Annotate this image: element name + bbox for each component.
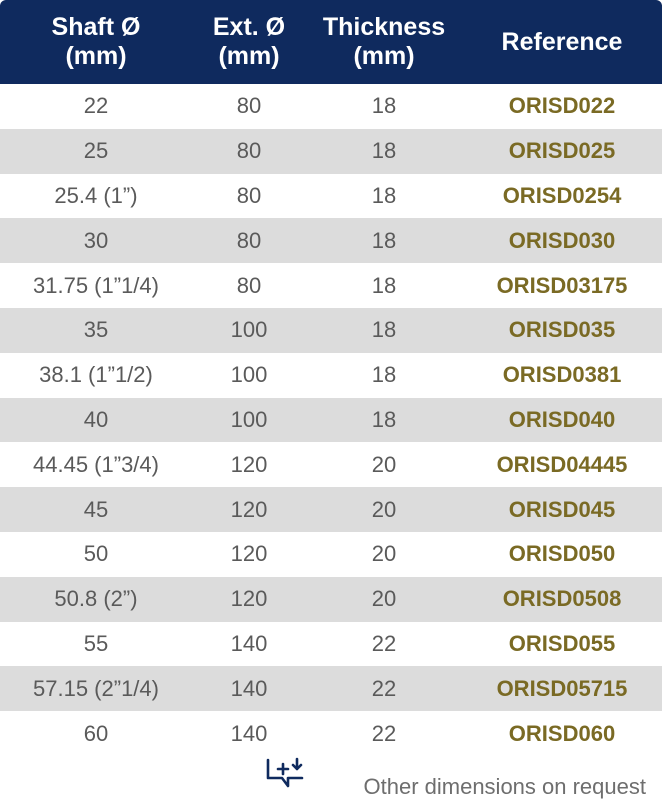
cell-reference: ORISD025 bbox=[508, 138, 616, 164]
cell-shaft: 38.1 (1”1/2) bbox=[39, 362, 153, 388]
cell-thickness: 18 bbox=[371, 138, 397, 164]
cell-shaft: 55 bbox=[83, 630, 109, 656]
cell-reference: ORISD045 bbox=[508, 496, 616, 522]
header-shaft bbox=[0, 0, 192, 84]
cell-reference: ORISD055 bbox=[508, 630, 616, 656]
cell-ext: 80 bbox=[236, 227, 262, 253]
header-ext bbox=[192, 0, 306, 84]
cell-thickness: 18 bbox=[371, 227, 397, 253]
table-row bbox=[0, 666, 662, 711]
cell-thickness: 22 bbox=[371, 630, 397, 656]
cell-reference: ORISD030 bbox=[508, 227, 616, 253]
cell-ext: 80 bbox=[236, 272, 262, 298]
table-row bbox=[0, 218, 662, 263]
header-thickness-line1: Thickness bbox=[322, 13, 446, 41]
cell-reference: ORISD03175 bbox=[496, 272, 628, 298]
cell-shaft: 30 bbox=[83, 227, 109, 253]
cell-ext: 140 bbox=[230, 675, 268, 701]
cell-ext: 140 bbox=[230, 720, 268, 746]
table-row bbox=[0, 577, 662, 622]
cell-reference: ORISD0254 bbox=[502, 182, 622, 208]
cell-reference: ORISD04445 bbox=[496, 451, 628, 477]
table-row bbox=[0, 129, 662, 174]
cell-ext: 120 bbox=[230, 541, 268, 567]
cell-ext: 140 bbox=[230, 630, 268, 656]
cell-thickness: 22 bbox=[371, 675, 397, 701]
header-reference-line1: Reference bbox=[501, 27, 623, 56]
cell-thickness: 22 bbox=[371, 720, 397, 746]
cell-reference: ORISD035 bbox=[508, 317, 616, 343]
cell-ext: 120 bbox=[230, 451, 268, 477]
cell-shaft: 60 bbox=[83, 720, 109, 746]
footer-note bbox=[0, 752, 662, 800]
cell-shaft: 35 bbox=[83, 317, 109, 343]
cell-thickness: 18 bbox=[371, 272, 397, 298]
cell-shaft: 25.4 (1”) bbox=[54, 182, 138, 208]
cell-shaft: 44.45 (1”3/4) bbox=[33, 451, 159, 477]
cell-shaft: 57.15 (2”1/4) bbox=[33, 675, 159, 701]
header-shaft-line2: (mm) bbox=[65, 42, 127, 70]
cell-thickness: 18 bbox=[371, 406, 397, 432]
cell-ext: 100 bbox=[230, 317, 268, 343]
header-ext-line1: Ext. Ø bbox=[212, 13, 286, 41]
header-thickness bbox=[306, 0, 462, 84]
header-ext-line2: (mm) bbox=[218, 42, 280, 70]
cell-reference: ORISD060 bbox=[508, 720, 616, 746]
cell-ext: 120 bbox=[230, 586, 268, 612]
table-row bbox=[0, 308, 662, 353]
cell-shaft: 25 bbox=[83, 138, 109, 164]
table-row bbox=[0, 353, 662, 398]
cell-reference: ORISD05715 bbox=[496, 675, 628, 701]
cell-shaft: 50.8 (2”) bbox=[54, 586, 138, 612]
header-shaft-line1: Shaft Ø bbox=[51, 13, 141, 41]
cell-shaft: 22 bbox=[83, 93, 109, 119]
table-body bbox=[0, 84, 662, 756]
cell-thickness: 18 bbox=[371, 93, 397, 119]
table-header bbox=[0, 0, 662, 84]
cell-ext: 120 bbox=[230, 496, 268, 522]
table-row bbox=[0, 263, 662, 308]
cell-reference: ORISD022 bbox=[508, 93, 616, 119]
cell-ext: 80 bbox=[236, 138, 262, 164]
cell-shaft: 40 bbox=[83, 406, 109, 432]
table-row bbox=[0, 398, 662, 443]
table-row bbox=[0, 174, 662, 219]
cell-shaft: 31.75 (1”1/4) bbox=[33, 272, 159, 298]
cell-ext: 100 bbox=[230, 406, 268, 432]
request-note-text: Other dimensions on request bbox=[363, 774, 646, 799]
table-row bbox=[0, 487, 662, 532]
cell-thickness: 20 bbox=[371, 541, 397, 567]
cell-thickness: 20 bbox=[371, 451, 397, 477]
cell-thickness: 20 bbox=[371, 586, 397, 612]
table-row bbox=[0, 711, 662, 756]
cell-reference: ORISD040 bbox=[508, 406, 616, 432]
table-row bbox=[0, 84, 662, 129]
custom-dimensions-icon bbox=[262, 756, 310, 796]
cell-ext: 80 bbox=[236, 182, 262, 208]
cell-thickness: 18 bbox=[371, 362, 397, 388]
cell-thickness: 18 bbox=[371, 317, 397, 343]
header-reference bbox=[462, 0, 662, 84]
header-thickness-line2: (mm) bbox=[353, 42, 415, 70]
table-row bbox=[0, 442, 662, 487]
cell-shaft: 50 bbox=[83, 541, 109, 567]
cell-shaft: 45 bbox=[83, 496, 109, 522]
cell-ext: 80 bbox=[236, 93, 262, 119]
cell-thickness: 18 bbox=[371, 182, 397, 208]
cell-reference: ORISD0381 bbox=[502, 362, 622, 388]
cell-reference: ORISD0508 bbox=[502, 586, 622, 612]
table-row bbox=[0, 622, 662, 667]
cell-thickness: 20 bbox=[371, 496, 397, 522]
table-row bbox=[0, 532, 662, 577]
cell-ext: 100 bbox=[230, 362, 268, 388]
cell-reference: ORISD050 bbox=[508, 541, 616, 567]
